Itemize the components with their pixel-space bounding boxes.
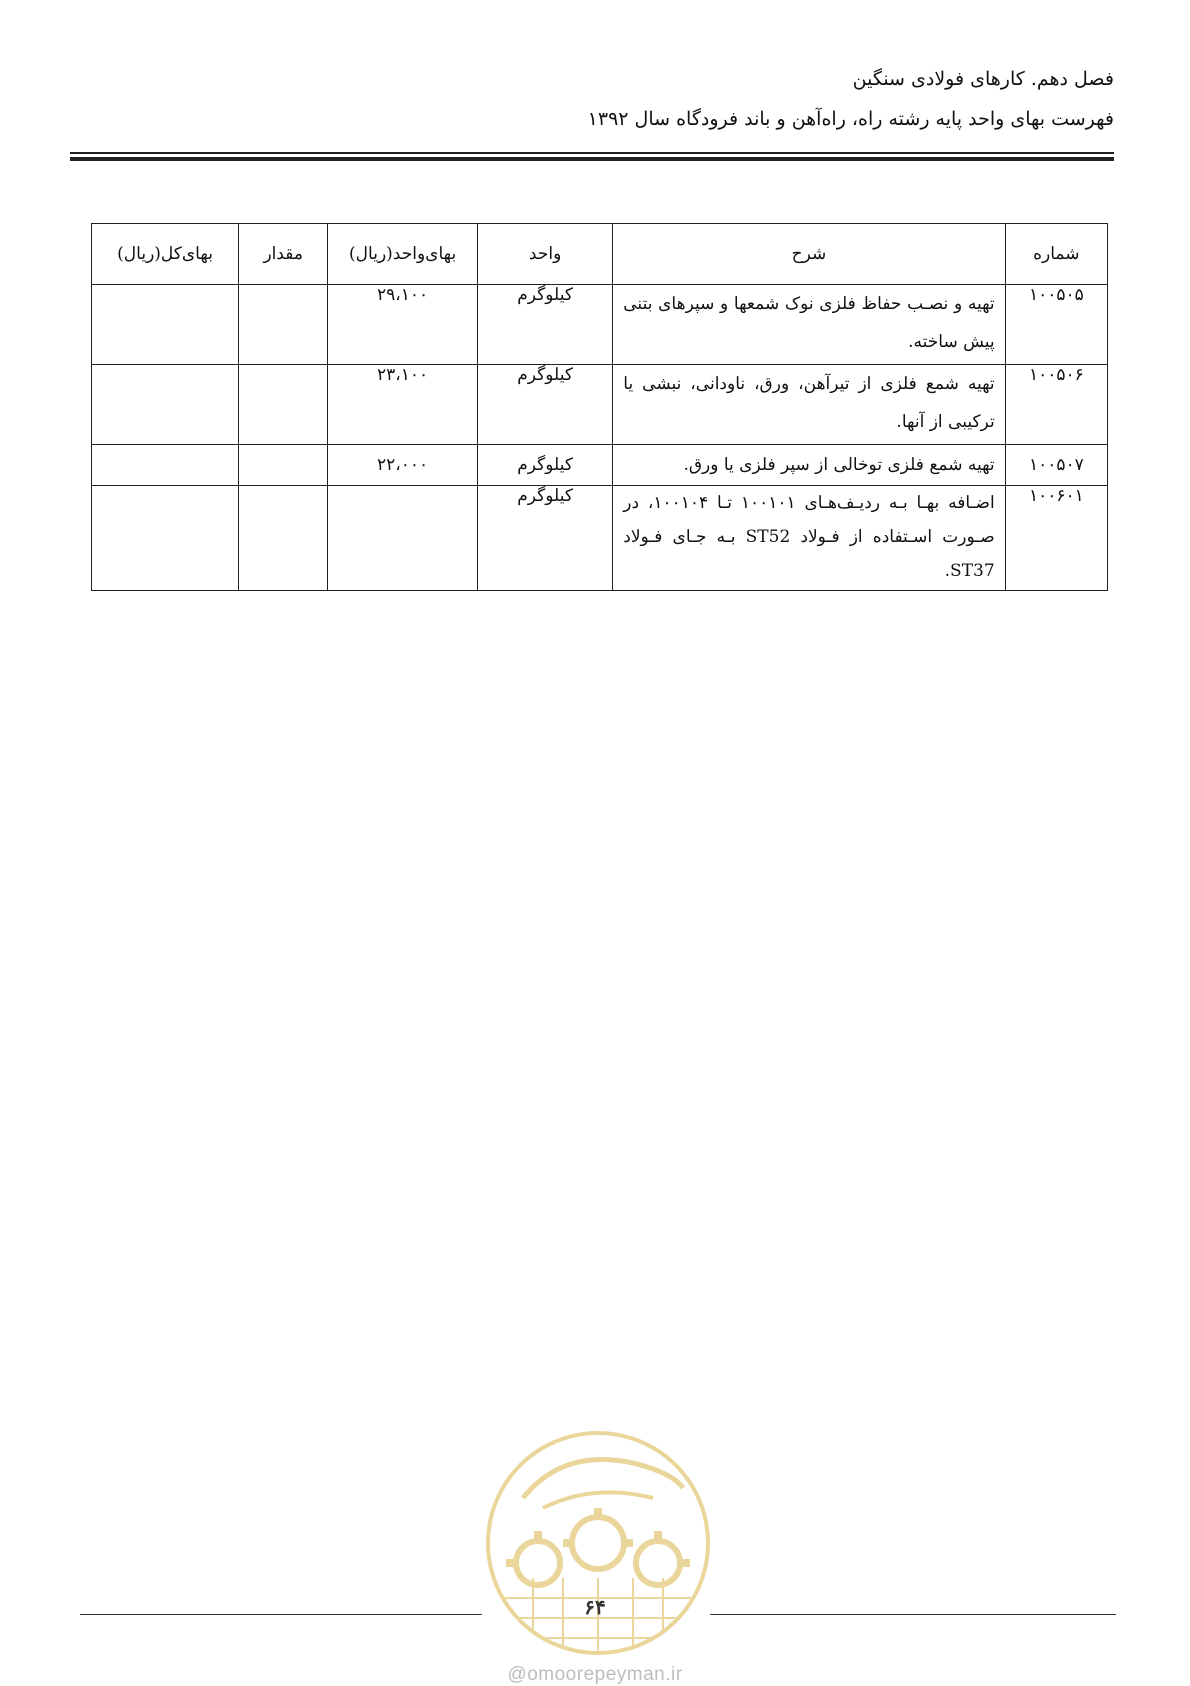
row-quantity-cell: [239, 486, 328, 591]
gear-teeth: [506, 1508, 690, 1567]
row-unit-cell: کیلوگرم: [477, 285, 612, 365]
column-header-number: شماره: [1005, 224, 1107, 285]
table-row: [92, 365, 1108, 445]
table-header-row: [92, 224, 1108, 285]
row-number-cell: ۱۰۰۵۰۵: [1005, 285, 1107, 365]
row-quantity-cell: [239, 285, 328, 365]
row-quantity-cell: [239, 365, 328, 445]
table-row: [92, 486, 1108, 591]
column-header-quantity: مقدار: [239, 224, 328, 285]
row-unit-price-cell: ۲۹،۱۰۰: [328, 285, 478, 365]
seal-calligraphy-stroke-2: [543, 1492, 653, 1508]
page-number: ۶۴: [584, 1595, 606, 1619]
row-unit-cell: کیلوگرم: [477, 445, 612, 486]
row-quantity-cell: [239, 445, 328, 486]
column-header-description: شرح: [613, 224, 1005, 285]
row-number-cell: ۱۰۰۵۰۶: [1005, 365, 1107, 445]
row-number-cell: ۱۰۰۶۰۱: [1005, 486, 1107, 591]
row-number-cell: ۱۰۰۵۰۷: [1005, 445, 1107, 486]
row-description-cell: تهیه و نصـب حفاظ فلزی نوک شمعها و سپرهای بتنی پیش ساخته.: [613, 285, 1005, 365]
row-description-cell: تهیه شمع فلزی از تیرآهن، ورق، ناودانی، نبشی یا ترکیبی از آنها.: [613, 365, 1005, 445]
row-total-price-cell: [92, 486, 239, 591]
row-total-price-cell: [92, 445, 239, 486]
footer-rule-left: [80, 1614, 482, 1615]
chapter-title: فصل دهم. کارهای فولادی سنگین: [852, 68, 1114, 90]
column-header-total-price: بهای‌کل(ریال): [92, 224, 239, 285]
table-row: [92, 285, 1108, 365]
footer-rule-right: [710, 1614, 1116, 1615]
row-description-cell: اضـافه بهـا بـه ردیـف‌هـای ۱۰۰۱۰۱ تـا ۱۰۰۱۰۴، در صـورت اسـتفاده از فـولاد ST52 بـه جـای فـولاد ST37.: [613, 486, 1005, 591]
column-header-unit-price: بهای‌واحد(ریال): [328, 224, 478, 285]
row-unit-price-cell: ۲۳،۱۰۰: [328, 365, 478, 445]
row-unit-price-cell: [328, 486, 478, 591]
header-rule-thick: [70, 157, 1114, 161]
row-total-price-cell: [92, 365, 239, 445]
column-header-unit: واحد: [477, 224, 612, 285]
document-title: فهرست بهای واحد پایه رشته راه، راه‌آهن و باند فرودگاه سال ۱۳۹۲: [587, 108, 1114, 130]
row-unit-cell: کیلوگرم: [477, 486, 612, 591]
price-list-table: [91, 223, 1108, 591]
row-total-price-cell: [92, 285, 239, 365]
row-unit-price-cell: ۲۲،۰۰۰: [328, 445, 478, 486]
site-watermark: @omoorepeyman.ir: [507, 1664, 683, 1685]
row-unit-cell: کیلوگرم: [477, 365, 612, 445]
page-header: [214, 62, 1114, 136]
row-description-cell: تهیه شمع فلزی توخالی از سپر فلزی یا ورق.: [613, 445, 1005, 486]
omoore-peyman-seal-logo: [483, 1428, 713, 1658]
gear-icon: [516, 1517, 680, 1585]
table-row: [92, 445, 1108, 486]
header-rule-thin: [70, 152, 1114, 154]
